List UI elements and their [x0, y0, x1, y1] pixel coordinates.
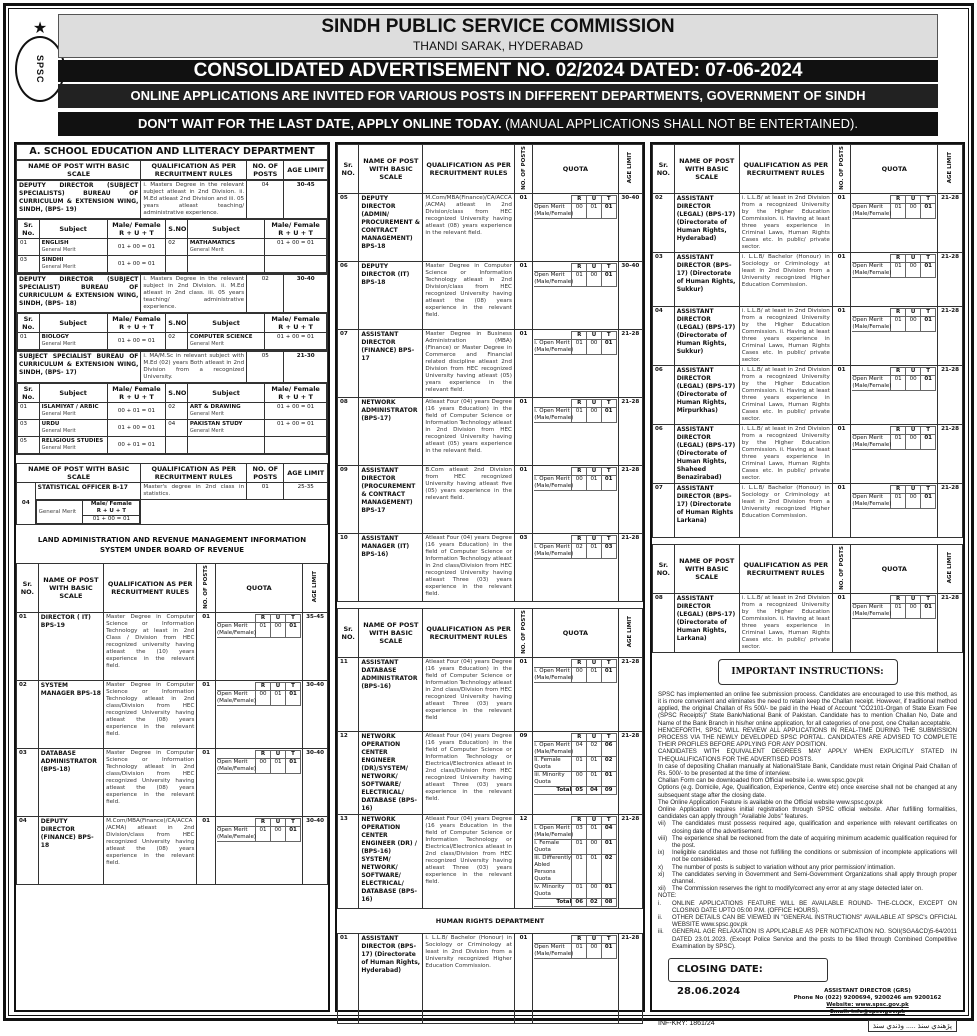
quota-row: i. Female Quota 01 00 01 [534, 839, 616, 854]
quota-row: Open Merit (Male/Female) 00 01 01 [217, 690, 301, 705]
quota-row: Open Merit (Male/Female) 00 01 01 [217, 758, 301, 773]
post-row: 12 NETWORK OPERATION CENTER ENGINEER (DR)/SYSTEM/ NETWORK/ SOFTWARE/ ELECTRICAL/ DATABASE (BPS-16) Atleast Four (04) years Degree (16 years Education) in the field of Computer Science or Information Technology or Electrical/Electronics atleast in 2nd class/Division from HEC recognized University having atleast Three (03) years experience in the relevant field. 09 R U T i. Open Merit (Male/Female) 04 02 06 ii. Female Quota 01 01 02 iii. Minority Quota 00 01 01 Total 05 04 09 21-28 [338, 731, 643, 814]
post-row: 10 ASSISTANT MANAGER (IT) BPS-16) Atleast Four (04) years Degree (16 years Education) in the field of Computer Science or Information Technology atleast in 2nd class/Division from HEC recognized University having atleast Three (03) years experience in the relevant field. 03 R U T i. Open Merit (Male/Female) 02 01 03 21-28 [338, 533, 643, 601]
instruction-paragraph: The Online Application Feature is available on the Official website www.spsc.gov.pk [658, 798, 883, 806]
signature-email[interactable]: Email: info@spsc.gov.pk [830, 1009, 905, 1016]
quota-row: Open Merit (Male/Female) 01 00 01 [217, 622, 301, 637]
quota-row: i. Open Merit (Male/Female) 01 00 01 [534, 339, 616, 354]
post-age: 21-30 [284, 352, 328, 383]
subject-row: 03 SINDHI General Merit 01 + 00 = 01 [18, 256, 327, 273]
advertisement-title: CONSOLIDATED ADVERTISEMENT NO. 02/2024 DATED: 07-06-2024 [58, 60, 938, 82]
post-row: 01 DIRECTOR ( IT) BPS-19 Master Degree in Computer Science or Information Technology at least in 2nd Class / Division from HEC recognized university having atleast the (10) years experience in the relevant field. 01 R U T Open Merit (Male/Female) 01 00 01 35-45 [17, 612, 328, 680]
header-age: AGE LIMIT [284, 464, 328, 483]
school-dept-title: A. SCHOOL EDUCATION AND LLITERACY DEPARTMENT [16, 144, 328, 160]
instruction-paragraph: Challan Form can be downloaded from Official website i.e. www.spsc.gov.pk [658, 777, 864, 785]
column-right [650, 142, 965, 1031]
header-posts: NO. OF POSTS [247, 161, 284, 180]
quota-row: Open Merit (Male/Female) 01 00 01 [852, 375, 935, 390]
quota-row: i. Open Merit (Male/Female) 04 02 06 [534, 741, 616, 756]
closing-date: CLOSING DATE: 28.06.2024 [668, 958, 828, 982]
note-item: i. ONLINE APPLICATIONS FEATURE WILL BE AVAILABLE ROUND- THE-CLOCK, EXCEPT ON CLOSING DATE UPTO 05:00 P.M. (OFFICE HOURS). [658, 899, 957, 914]
subject-row: 01 ENGLISH General Merit 01 + 00 = 01 02 MATHAMATICS General Merit 01 + 00 = 01 [18, 239, 327, 256]
header-qual: QUALIFICATION AS PER RECRUITMENT RULES [141, 161, 247, 180]
post-row: 06 ASSISTANT DIRECTOR (LEGAL) (BPS-17) (Directorate of Human Rights, Mirpurkhas) i. L.L.B/ at least in 2nd Division from a recognized University by the Higher Education Commission. ii. Having at least three years experience in Criminal Laws, Human Rights Cases etc. In public/ private sector. 01 R U T Open Merit (Male/Female) 01 00 01 21-28 [653, 365, 963, 424]
post-row: 11 ASSISTANT DATABASE ADMINISTRATOR (BPS-16) Atleast Four (04) years Degree (16 years Education) in the field of Computer Science or Information Technology atleast in 2nd class/Division from HEC recognized University having atleast Three (03) years experience in the relevant field 01 R U T i. Open Merit (Male/Female) 00 01 01 21-28 [338, 657, 643, 731]
quota-row: Open Merit (Male/Female) 01 00 01 [852, 434, 935, 449]
post-name: DEPUTY DIRECTOR (SUBJECT SPECIALISTS) BUREAU OF CURRICULUM & EXTENSION WING, SINDH, (BPS- 19) [17, 181, 141, 219]
instructions-title: IMPORTANT INSTRUCTIONS: [718, 659, 898, 685]
signature-website[interactable]: Website: www.spsc.gov.pk [826, 1002, 909, 1009]
quota-row: iii. Minority Quota 00 01 01 [534, 771, 616, 786]
warning-normal: (MANUAL APPLICATIONS SHALL NOT BE ENTERTAINED). [501, 116, 858, 131]
signature-title: ASSISTANT DIRECTOR (GRS) [824, 988, 911, 995]
quota-row: Open Merit (Male/Female) 01 00 01 [534, 943, 616, 958]
post-row: 09 ASSISTANT DIRECTOR (PROCUREMENT & CONTRACT MANAGEMENT) BPS-17 B.Com atleast 2nd Division from HEC recognized University having atleast five (05) years experience in the relevant field. 01 R U T i. Open Merit (Male/Female) 00 01 01 21-28 [338, 465, 643, 533]
quota-row: Open Merit (Male/Female) 01 00 01 [534, 271, 616, 286]
instruction-item: vii) The candidates must possess required age, qualification and experience with relevant certificates on closing date of the advertisement. [658, 820, 957, 835]
quota-row: Open Merit (Male/Female) 01 00 01 [852, 493, 935, 508]
subject-row: 01 ISLAMIYAT / ARBIC General Merit 00 + 01 = 01 02 ART & DRAWING General Merit 01 + 00 = 01 [18, 403, 327, 420]
invitation-banner: ONLINE APPLICATIONS ARE INVITED FOR VARIOUS POSTS IN DIFFERENT DEPARTMENTS, GOVERNMENT OF SINDH [58, 84, 938, 108]
quota-row: Open Merit (Male/Female) 01 00 01 [852, 262, 935, 277]
instruction-item: viii) The experience shall be reckoned from the date of acquiring minimum academic qualification required for the post. [658, 834, 957, 850]
quota-row: iii. Differently Abled Persons Quota 01 01 02 [534, 854, 616, 883]
instruction-item: x) The number of posts is subject to variation without any prior permission/ intimation. [658, 863, 896, 871]
stat-name: STATISTICAL OFFICER B-17 [35, 483, 141, 500]
quota-row: i. Open Merit (Male/Female) 00 01 01 [534, 475, 616, 490]
post-row: 13 NETWORK OPERATION CENTER ENGINEER (DR) / (BPS-16) SYSTEM/ NETWORK/ SOFTWARE/ ELECTRICAL/ DATABASE (BPS-16) Atleast Four (04) years Degree (16 years Education in the field of Computer Science or Information Technology or Electrical/Electronics atleast in 2nd class/Division from HEC recognized University having atleast Three (03) years experience in the relevant field. 12 R U T i. Open Merit (Male/Female) 03 01 04 i. Female Quota 01 00 01 iii. Differently Abled Persons Quota 01 01 02 iv. Minority Quota 01 00 01 Total 06 02 08 21-28 [338, 814, 643, 908]
instruction-paragraph: HENCEFORTH, SPSC WILL REVIEW ALL APPLICATIONS IN REAL-TIME DURING THE SUBMISSION PROCESS VIA THE NEWLY DEVELOPED SPSC PORTAL. CANDIDATES ARE ADVISED TO COMPLETE THEIR PROFILES BEFORE APPLYING FOR ANY POSITION. [658, 726, 957, 749]
note-label: NOTE: [658, 892, 677, 900]
star-icon: ★ [32, 18, 48, 37]
column-middle [335, 142, 645, 1012]
post-age: 30-45 [284, 181, 328, 219]
urdu-slogan: پڙهندي سنڌ ..... وڌندي سنڌ [868, 1020, 957, 1032]
post-row: 06 DEPUTY DIRECTOR (IT) BPS-18 Master Degree in Computer Science or Information Technology atleast in 2nd Division/class from HEC recognized University having atleast the (08) years experience in the relevant field. 01 R U T Open Merit (Male/Female) 01 00 01 30-40 [338, 261, 643, 329]
note-item: iii. GENERAL AGE RELAXATION IS APPLICABLE AS PER NOTIFICATION NO. SOII(SGA&CD)5-64/2011 DATED 23.01.2023. (Except Police Service and the posts to be filled through Combined Competitive Examination by SPSC). [658, 928, 957, 950]
quota-row: iv. Minority Quota 01 00 01 [534, 883, 616, 898]
stat-posts: 01 [247, 483, 284, 500]
stat-merit-cell: General Merit Male/ Female R + U + T 01 + 00 = 01 [35, 500, 141, 525]
warning-bold: DON'T WAIT FOR THE LAST DATE, APPLY ONLINE TODAY. [138, 116, 502, 131]
post-row: 05 DEPUTY DIRECTOR (ADMIN/ PROCUREMENT & CONTRACT MANAGEMENT) BPS-18 M.Com/MBA(Finance)/CA/ACCA /ACMA) atleast in 2nd Division/class from HEC recognized University having atleast (08) years experience in the relevant field. 01 R U T Open Merit (Male/Female) 00 01 01 30-40 [338, 193, 643, 261]
larmis-title: LAND ADMINISTRATION AND REVENUE MANAGEMENT INFORMATION SYSTEM UNDER BOARD OF REVENUE [16, 525, 328, 563]
stat-sr: 04 [17, 483, 36, 525]
hr-table-1: Sr. NO. NAME OF POST WITH BASIC SCALE QUALIFICATION AS PER RECRUITMENT RULES NO. OF POSTS QUOTA AGE LIMIT 02 ASSISTANT DIRECTOR (LEGAL) (BPS-17) (Directorate of Human Rights, Hyderabad) i. L.L.B/ at least in 2nd Division from a recognized University by the Higher Education Commission. ii. Having at least three years experience in Criminal Laws, Human Rights Cases etc. In public/ private sector. 01 R U T Open Merit (Male/Female) 01 00 01 21-28 03 ASSISTANT DIRECTOR (BPS-17) (Directorate of Human Rights, Sukkur) i. L.L.B/ Bachelor (Honour) in Sociology or Criminology at least in 2nd Division from a University recognized Higher Education Commission. 01 R U T Open Merit (Male/Female) 01 00 01 21-28 04 ASSISTANT DIRECTOR (LEGAL) (BPS-17) (Directorate of Human Rights, Sukkur) i. L.L.B/ at least in 2nd Division from a recognized University by the Higher Education Commission. ii. Having at least three years experience in Criminal Laws, Human Rights Cases etc. In public/ private sector. 01 R U T Open Merit (Male/Female) 01 00 01 21-28 06 ASSISTANT DIRECTOR (LEGAL) (BPS-17) (Directorate of Human Rights, Mirpurkhas) i. L.L.B/ at least in 2nd Division from a recognized University by the Higher Education Commission. ii. Having at least three years experience in Criminal Laws, Human Rights Cases etc. In public/ private sector. 01 R U T Open Merit (Male/Female) 01 00 01 21-28 06 ASSISTANT DIRECTOR (LEGAL) (BPS-17) (Directorate of Human Rights, Shaheed Benazirabad) i. L.L.B/ at least in 2nd Division from a recognized University by the Higher Education Commission. ii. Having at least three years experience in Criminal Laws, Human Rights Cases etc. In public/ private sector. 01 R U T Open Merit (Male/Female) 01 00 01 21-28 07 ASSISTANT DIRECTOR (BPS-17) (Directorate of Human Rights Larkana) i. L.L.B/ Bachelor (Honour) in Sociology or Criminology at least in 2nd Division from a University recognized Higher Education Commission. 01 R U T Open Merit (Male/Female) 01 00 01 21-28 [652, 144, 963, 538]
instruction-paragraph: Online Application requires initial registration through SPSC official website. After fulfilling formalities, candidates can apply through "Available Jobs" features. [658, 806, 957, 821]
post-row: 04 DEPUTY DIRECTOR (FINANCE) BPS-18 M.Com/MBA(Finance)/CA/ACCA /ACMA) atleast in 2nd Division/class from HEC recognized University having atleast the (08) years experience in the relevant field. 01 R U T Open Merit (Male/Female) 01 00 01 30-40 [17, 816, 328, 884]
org-name: SINDH PUBLIC SERVICE COMMISSION [321, 16, 675, 37]
subject-row: 03 URDU General Merit 01 + 00 = 01 04 PAKISTAN STUDY General Merit 01 + 00 = 01 [18, 420, 327, 437]
post-row: 01 ASSISTANT DIRECTOR (BPS-17) (Directorate of Human Rights, Hyderabad) i. L.L.B/ Bachelor (Honour) in Sociology or Criminology at least in 2nd Division from a University recognized Higher Education Commission. 01 R U T Open Merit (Male/Female) 01 00 01 21-28 [338, 933, 643, 1023]
quota-row: i. Open Merit (Male/Female) 01 00 01 [534, 407, 616, 422]
instruction-paragraph: Options (e.g. Domicile, Age, Qualification, Experience, Centre etc) once exercise shall not be changed at any subsequent stage after the closing date. [658, 784, 957, 799]
stat-age: 25-35 [284, 483, 328, 500]
post-row: 07 ASSISTANT DIRECTOR (FINANCE) BPS-17 Master Degree in Business Administration (MBA) (Finance) or Master Degree in Commerce and Financial related discipline atleast 2nd Division from HEC recognized University having atleast (05) years experience in the relevant field. 01 R U T i. Open Merit (Male/Female) 01 00 01 21-28 [338, 329, 643, 397]
hr-dept-title: HUMAN RIGHTS DEPARTMENT [338, 908, 643, 933]
instructions-body [652, 691, 963, 950]
footer-ref: INF-KRY: 1861/24 [658, 1020, 715, 1028]
quota-row: i. Open Merit (Male/Female) 02 01 03 [534, 543, 616, 558]
instruction-item: ix) Ineligible candidates and those not fulfilling the conditions or submission of incomplete applications will not be considered. [658, 849, 957, 864]
org-address: THANDI SARAK, HYDERABAD [412, 39, 584, 53]
larmis-table-3: Sr. NO. NAME OF POST WITH BASIC SCALE QUALIFICATION AS PER RECRUITMENT RULES NO. OF POSTS QUOTA AGE LIMIT 11 ASSISTANT DATABASE ADMINISTRATOR (BPS-16) Atleast Four (04) years Degree (16 years Education) in the field of Computer Science or Information Technology atleast in 2nd class/Division from HEC recognized University having atleast Three (03) years experience in the relevant field 01 R U T i. Open Merit (Male/Female) 00 01 01 21-28 12 NETWORK OPERATION CENTER ENGINEER (DR)/SYSTEM/ NETWORK/ SOFTWARE/ ELECTRICAL/ DATABASE (BPS-16) Atleast Four (04) years Degree (16 years Education) in the field of Computer Science or Information Technology or Electrical/Electronics atleast in 2nd class/Division from HEC recognized University having atleast Three (03) years experience in the relevant field. 09 R U T i. Open Merit (Male/Female) 04 02 06 ii. Female Quota 01 01 02 iii. Minority Quota 00 01 01 Total 05 04 09 21-28 13 NETWORK OPERATION CENTER ENGINEER (DR) / (BPS-16) SYSTEM/ NETWORK/ SOFTWARE/ ELECTRICAL/ DATABASE (BPS-16) Atleast Four (04) years Degree (16 years Education in the field of Computer Science or Information Technology or Electrical/Electronics atleast in 2nd class/Division from HEC recognized University having atleast Three (03) years experience in the relevant field. 12 R U T i. Open Merit (Male/Female) 03 01 04 i. Female Quota 01 00 01 iii. Differently Abled Persons Quota 01 01 02 iv. Minority Quota 01 00 01 Total 06 02 08 21-28 HUMAN RIGHTS DEPARTMENT 01 ASSISTANT DIRECTOR (BPS-17) (Directorate of Human Rights, Hyderabad) i. L.L.B/ Bachelor (Honour) in Sociology or Criminology at least in 2nd Division from a University recognized Higher Education Commission. 01 R U T Open Merit (Male/Female) 01 00 01 21-28 [337, 608, 643, 1024]
org-header [58, 14, 938, 58]
school-post: SUBJECT SPECIALIST BUREAU OF CURRICULUM & EXTENSION WING, SINDH, (BPS- 17) i. MA/M.Sc in relevant subject with M.Ed (02) years Both atleast in 2nd Division from a recognized University. 05 21-30 Sr. No. Subject Male/ Female R + U + T S.NO Subject Male/ Female R + U + T 01 ISLAMIYAT / ARBIC General Merit 00 + 01 = 01 02 ART & DRAWING General Merit 01 + 00 = 01 03 URDU General Merit 01 + 00 = 01 04 PAKISTAN STUDY General Merit 01 + 00 = 01 05 RELIGIOUS STUDIES General Merit 00 + 01 = 01 [16, 351, 328, 455]
school-dept-table [16, 160, 328, 180]
quota-row: i. Open Merit (Male/Female) 00 01 01 [534, 667, 616, 682]
header-qual: QUALIFICATION AS PER RECRUITMENT RULES [141, 464, 247, 483]
instruction-paragraph: CANDIDATES WITH EQUIVALENT DEGREES MAY APPLY WHEN EXPLICITLY STATED IN THEQUALIFICATIONS FOR THE ADVERTISED POSTS. [658, 748, 957, 763]
post-row: 04 ASSISTANT DIRECTOR (LEGAL) (BPS-17) (Directorate of Human Rights, Sukkur) i. L.L.B/ at least in 2nd Division from a recognized University by the Higher Education Commission. ii. Having at least three years experience in Criminal Laws, Human Rights Cases etc. In public/ private sector. 01 R U T Open Merit (Male/Female) 01 00 01 21-28 [653, 306, 963, 365]
hr-table-2: Sr. NO. NAME OF POST WITH BASIC SCALE QUALIFICATION AS PER RECRUITMENT RULES NO. OF POSTS QUOTA AGE LIMIT 08 ASSISTANT DIRECTOR (LEGAL) (BPS-17) (Directorate of Human Rights, Larkana) i. L.L.B/ at least in 2nd Division from a recognized University by the Higher Education Commission. ii. Having at least three years experience in Criminal Laws, Human Rights Cases etc. In public/ private sector. 01 R U T Open Merit (Male/Female) 01 00 01 21-28 [652, 544, 963, 653]
header-age: AGE LIMIT [284, 161, 328, 180]
subject-row: 01 BIOLOGY General Merit 01 + 00 = 01 02 COMPUTER SCIENCE General Merit 01 + 00 = 01 [18, 333, 327, 350]
post-name: DEPUTY DIRECTOR (SUBJECT SPECIALIST) BUREAU OF CURRICULUM & EXTENSION WING, SINDH, (BPS- 18) [17, 275, 141, 313]
post-row: 08 ASSISTANT DIRECTOR (LEGAL) (BPS-17) (Directorate of Human Rights, Larkana) i. L.L.B/ at least in 2nd Division from a recognized University by the Higher Education Commission. ii. Having at least three years experience in Criminal Laws, Human Rights Cases etc. In public/ private sector. 01 R U T Open Merit (Male/Female) 01 00 01 21-28 [653, 593, 963, 652]
quota-row: Open Merit (Male/Female) 01 00 01 [852, 316, 935, 331]
post-qual: i. Masters Degree in the relevant subject atleast in 2nd Division. ii. M.Ed atleast 2nd Division and iii. 05 years atleast teaching/ administrative experience. [141, 181, 247, 219]
quota-total: Total 05 04 09 [534, 786, 616, 794]
quota-row: Open Merit (Male/Female) 01 00 01 [217, 826, 301, 841]
post-name: SUBJECT SPECIALIST BUREAU OF CURRICULUM & EXTENSION WING, SINDH, (BPS- 17) [17, 352, 141, 383]
signature-block [772, 988, 963, 1016]
quota-row: Open Merit (Male/Female) 01 00 01 [852, 203, 935, 218]
signature-phone: Phone No (022) 9200694, 9200246 am 9200162 [793, 995, 942, 1002]
header-name: NAME OF POST WITH BASIC SCALE [17, 464, 141, 483]
warning-banner [58, 112, 938, 136]
subject-row: 05 RELIGIOUS STUDIES General Merit 00 + 01 = 01 [18, 437, 327, 454]
post-count: 05 [247, 352, 284, 383]
stat-officer-table [16, 463, 328, 525]
post-row: 02 ASSISTANT DIRECTOR (LEGAL) (BPS-17) (Directorate of Human Rights, Hyderabad) i. L.L.B/ at least in 2nd Division from a recognized University by the Higher Education Commission. ii. Having at least three years experience in Criminal Laws, Human Rights Cases etc. In public/ private sector. 01 R U T Open Merit (Male/Female) 01 00 01 21-28 [653, 193, 963, 252]
school-post: DEPUTY DIRECTOR (SUBJECT SPECIALISTS) BUREAU OF CURRICULUM & EXTENSION WING, SINDH, (BPS- 19) i. Masters Degree in the relevant subject atleast in 2nd Division. ii. M.Ed atleast 2nd Division and iii. 05 years atleast teaching/ administrative experience. 04 30-45 Sr. No. Subject Male/ Female R + U + T S.NO Subject Male/ Female R + U + T 01 ENGLISH General Merit 01 + 00 = 01 02 MATHAMATICS General Merit 01 + 00 = 01 03 SINDHI General Merit 01 + 00 = 01 [16, 180, 328, 274]
header-name: NAME OF POST WITH BASIC SCALE [17, 161, 141, 180]
instruction-paragraph: SPSC has implemented an online fee submission process. Candidates are encouraged to use this method, as it is more convenient and eliminates the need to retain keep the Challan receipt. However, if traditional method applied, the original Challan of Rs 500/- be paid in the Head of Account "CO2101-Organ of State Exam Fee (SPSC Receipts)" State Bank/National Bank of Pakistan. Candidate has to mention Challan No, Date and Name of the Bank Branch in his/her online application, for all categories of one post, one Challan acceptable. [658, 690, 957, 727]
stat-qual: Master's degree in 2nd class in statistics. [141, 483, 247, 500]
school-post: DEPUTY DIRECTOR (SUBJECT SPECIALIST) BUREAU OF CURRICULUM & EXTENSION WING, SINDH, (BPS- 18) i. Masters Degree in the relevant subject in 2nd Division. ii. M.Ed atleast in 2nd class. iii. 05 years teaching/ administrative experience. 02 30-40 Sr. No. Subject Male/ Female R + U + T S.NO Subject Male/ Female R + U + T 01 BIOLOGY General Merit 01 + 00 = 01 02 COMPUTER SCIENCE General Merit 01 + 00 = 01 [16, 274, 328, 351]
post-row: 03 DATABASE ADMINISTRATOR (BPS-18) Master Degree in Computer Science or Information Technology atleast in 2nd class/Division from HEC recognized University having atleast the (08) years experience in the relevant field. 01 R U T Open Merit (Male/Female) 00 01 01 30-40 [17, 748, 328, 816]
post-row: 08 NETWORK ADMINISTRATOR (BPS-17) Atleast Four (04) years Degree (16 years Education) in the field of Computer Science or Information Technology atleast in 2nd Division from HEC recognized University having atleast (05) years experience in the relevant field. 01 R U T i. Open Merit (Male/Female) 01 00 01 21-28 [338, 397, 643, 465]
larmis-table-1: Sr. NO. NAME OF POST WITH BASIC SCALE QUALIFICATION AS PER RECRUITMENT RULES NO. OF POSTS QUOTA AGE LIMIT 01 DIRECTOR ( IT) BPS-19 Master Degree in Computer Science or Information Technology at least in 2nd Class / Division from HEC recognized university having atleast the (10) years experience in the relevant field. 01 R U T Open Merit (Male/Female) 01 00 01 35-45 02 SYSTEM MANAGER BPS-18 Master Degree in Computer Science or Information Technology atleast in 2nd class/Division from HEC recognized University having atleast the (08) years experience in the relevant field. 01 R U T Open Merit (Male/Female) 00 01 01 30-40 03 DATABASE ADMINISTRATOR (BPS-18) Master Degree in Computer Science or Information Technology atleast in 2nd class/Division from HEC recognized University having atleast the (08) years experience in the relevant field. 01 R U T Open Merit (Male/Female) 00 01 01 30-40 04 DEPUTY DIRECTOR (FINANCE) BPS-18 M.Com/MBA(Finance)/CA/ACCA /ACMA) atleast in 2nd Division/class from HEC recognized University having atleast the (08) years experience in the relevant field. 01 R U T Open Merit (Male/Female) 01 00 01 30-40 [16, 563, 328, 885]
instruction-item: xii) The Commission reserves the right to modify/correct any error at any stage detected later on. [658, 885, 923, 893]
post-qual: i. Masters Degree in the relevant subject in 2nd Division. ii. M.Ed atleast in 2nd class. iii. 05 years teaching/ administrative experience. [141, 275, 247, 313]
instruction-paragraph: In case of depositing Challan manually at National/State Bank, Candidate must retain Original Paid Challan of Rs. 500/- to be presented at the time of interview. [658, 762, 957, 778]
post-row: 03 ASSISTANT DIRECTOR (BPS-17) (Directorate of Human Rights, Sukkur) i. L.L.B/ Bachelor (Honour) in Sociology or Criminology at least in 2nd Division from a University recognized Higher Education Commission. 01 R U T Open Merit (Male/Female) 01 00 01 21-28 [653, 252, 963, 306]
header-posts: NO. OF POSTS [247, 464, 284, 483]
logo-seal: SPSC [15, 36, 65, 102]
post-count: 04 [247, 181, 284, 219]
note-item: ii. OTHER DETAILS CAN BE VIEWED IN "GENERAL INSTRUCTIONS" AVAILABLE AT SPSC's OFFICIAL WEBSITE www.spsc.gov.pk [658, 914, 957, 929]
post-qual: i. MA/M.Sc in relevant subject with M.Ed (02) years Both atleast in 2nd Division from a recognized University. [141, 352, 247, 383]
column-left [14, 142, 330, 1012]
quota-total: Total 06 02 08 [534, 898, 616, 906]
post-count: 02 [247, 275, 284, 313]
post-row: 02 SYSTEM MANAGER BPS-18 Master Degree in Computer Science or Information Technology atleast in 2nd class/Division from HEC recognized University having atleast the (08) years experience in the relevant field. 01 R U T Open Merit (Male/Female) 00 01 01 30-40 [17, 680, 328, 748]
quota-row: ii. Female Quota 01 01 02 [534, 756, 616, 771]
footer [652, 1016, 963, 1036]
quota-row: Open Merit (Male/Female) 00 01 01 [534, 203, 616, 218]
quota-row: i. Open Merit (Male/Female) 03 01 04 [534, 824, 616, 839]
post-row: 06 ASSISTANT DIRECTOR (LEGAL) (BPS-17) (Directorate of Human Rights, Shaheed Benazirabad) i. L.L.B/ at least in 2nd Division from a recognized University by the Higher Education Commission. ii. Having at least three years experience in Criminal Laws, Human Rights Cases etc. In public/ private sector. 01 R U T Open Merit (Male/Female) 01 00 01 21-28 [653, 424, 963, 483]
instruction-item: xi) The candidates serving in Government and Semi-Government Organizations shall apply through proper channel. [658, 870, 957, 886]
school-posts [16, 180, 328, 455]
post-row: 07 ASSISTANT DIRECTOR (BPS-17) (Directorate of Human Rights Larkana) i. L.L.B/ Bachelor (Honour) in Sociology or Criminology at least in 2nd Division from a University recognized Higher Education Commission. 01 R U T Open Merit (Male/Female) 01 00 01 21-28 [653, 483, 963, 537]
quota-row: Open Merit (Male/Female) 01 00 01 [852, 603, 935, 618]
larmis-table-2: Sr. NO. NAME OF POST WITH BASIC SCALE QUALIFICATION AS PER RECRUITMENT RULES NO. OF POSTS QUOTA AGE LIMIT 05 DEPUTY DIRECTOR (ADMIN/ PROCUREMENT & CONTRACT MANAGEMENT) BPS-18 M.Com/MBA(Finance)/CA/ACCA /ACMA) atleast in 2nd Division/class from HEC recognized University having atleast (08) years experience in the relevant field. 01 R U T Open Merit (Male/Female) 00 01 01 30-40 06 DEPUTY DIRECTOR (IT) BPS-18 Master Degree in Computer Science or Information Technology atleast in 2nd Division/class from HEC recognized University having atleast the (08) years experience in the relevant field. 01 R U T Open Merit (Male/Female) 01 00 01 30-40 07 ASSISTANT DIRECTOR (FINANCE) BPS-17 Master Degree in Business Administration (MBA) (Finance) or Master Degree in Commerce and Financial related discipline atleast 2nd Division from HEC recognized University having atleast (05) years experience in the relevant field. 01 R U T i. Open Merit (Male/Female) 01 00 01 21-28 08 NETWORK ADMINISTRATOR (BPS-17) Atleast Four (04) years Degree (16 years Education) in the field of Computer Science or Information Technology atleast in 2nd Division from HEC recognized University having atleast (05) years experience in the relevant field. 01 R U T i. Open Merit (Male/Female) 01 00 01 21-28 09 ASSISTANT DIRECTOR (PROCUREMENT & CONTRACT MANAGEMENT) BPS-17 B.Com atleast 2nd Division from HEC recognized University having atleast five (05) years experience in the relevant field. 01 R U T i. Open Merit (Male/Female) 00 01 01 21-28 10 ASSISTANT MANAGER (IT) BPS-16) Atleast Four (04) years Degree (16 years Education) in the field of Computer Science or Information Technology atleast in 2nd class/Division from HEC recognized University having atleast Three (03) years experience in the relevant field. 03 R U T i. Open Merit (Male/Female) 02 01 03 21-28 [337, 144, 643, 602]
post-age: 30-40 [284, 275, 328, 313]
